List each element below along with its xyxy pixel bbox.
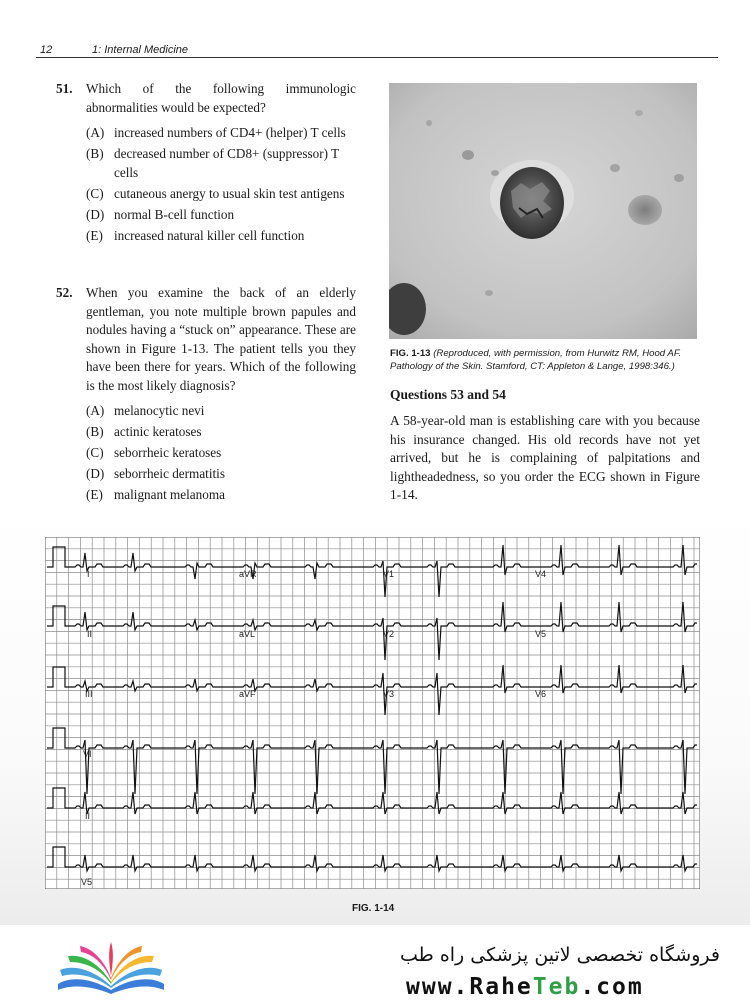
answer-option <box>86 145 356 182</box>
book-logo <box>52 940 170 1000</box>
ecg-lead-label: V5 <box>81 877 93 887</box>
option-letter: (A) <box>86 403 105 418</box>
answer-option <box>86 444 356 463</box>
ecg-lead-label: V4 <box>535 569 547 579</box>
option-text: melanocytic nevi <box>114 403 205 418</box>
option-letter: (C) <box>86 185 104 201</box>
ecg-lead-label: III <box>85 689 93 699</box>
page-number: 12 <box>40 44 53 56</box>
option-text: increased numbers of CD4+ (helper) T cells <box>114 125 346 140</box>
ecg-lead-label: VI <box>83 749 92 759</box>
option-text: malignant melanoma <box>114 487 225 502</box>
ecg-lead-label: V6 <box>535 689 547 699</box>
option-letter: (E) <box>86 227 103 243</box>
case-vignette: A 58-year-old man is establishing care with you because his insurance changed. His old records have not yet arrived, but he is complaining of palpitations and lightheadedness, so you order the ECG shown in Figure 1-14. <box>390 413 700 503</box>
answer-option <box>86 402 356 421</box>
option-text: cutaneous anergy to usual skin test antigens <box>114 185 345 201</box>
ecg-lead-label: II <box>85 811 91 821</box>
header-rule <box>36 57 718 58</box>
question-stem: Which of the following immunologic abnormalities would be expected? <box>86 81 356 115</box>
option-text: seborrheic dermatitis <box>114 466 225 481</box>
question-51 <box>56 80 356 248</box>
answer-options <box>86 124 356 245</box>
option-letter: (B) <box>86 424 104 439</box>
figure-13-caption <box>390 347 700 373</box>
answer-option <box>86 465 356 484</box>
option-letter: (C) <box>86 445 104 460</box>
answer-option <box>86 124 356 143</box>
answer-option <box>86 185 356 204</box>
answer-option <box>86 486 356 505</box>
url-brand: Rahe <box>469 974 533 1000</box>
option-text: increased natural killer cell function <box>114 227 305 243</box>
ecg-lead-label: V2 <box>383 629 395 639</box>
option-letter: (A) <box>86 125 105 140</box>
option-letter: (B) <box>86 146 104 161</box>
option-text: decreased number of CD8+ (suppressor) T cells <box>114 146 339 180</box>
question-52 <box>56 284 356 507</box>
answer-options <box>86 402 356 505</box>
url-prefix: www. <box>406 974 470 1000</box>
ecg-lead-label: II <box>87 629 93 639</box>
ecg-lead-label: V1 <box>383 569 395 579</box>
question-number: 51. <box>56 81 73 96</box>
question-number: 52. <box>56 285 73 300</box>
running-head: 1: Internal Medicine <box>92 44 188 56</box>
option-text: actinic keratoses <box>114 424 202 439</box>
ecg-lead-label: aVF <box>239 689 256 699</box>
questions-heading: Questions 53 and 54 <box>390 387 506 402</box>
option-letter: (D) <box>86 206 105 222</box>
option-letter: (E) <box>86 487 103 502</box>
url-brand-accent: Teb <box>532 974 581 1000</box>
figure-14-caption: FIG. 1-14 <box>352 903 395 914</box>
answer-option <box>86 423 356 442</box>
answer-option <box>86 206 356 225</box>
ecg-lead-label: aVR <box>239 569 257 579</box>
answer-option <box>86 227 356 246</box>
store-name: فروشگاه تخصصی لاتین پزشکی راه طب <box>400 944 720 966</box>
ecg-lead-label: V5 <box>535 629 547 639</box>
url-suffix: .com <box>580 974 644 1000</box>
option-letter: (D) <box>86 466 105 481</box>
option-text: seborrheic keratoses <box>114 445 222 460</box>
store-url[interactable] <box>406 974 644 1000</box>
ecg-lead-label: I <box>87 569 90 579</box>
figure-label: FIG. 1-13 <box>390 348 431 359</box>
figure-source: (Reproduced, with permission, from Hurwitz RM, Hood AF. Pathology of the Skin. Stamford, CT: Appleton & Lange, 1998:346.) <box>390 348 682 372</box>
option-text: normal B-cell function <box>114 206 235 222</box>
skin-lesion-photo <box>389 83 697 339</box>
ecg-tracing <box>45 537 700 889</box>
question-stem: When you examine the back of an elderly gentleman, you note multiple brown papules and nodules having a “stuck on” appearance. These are shown in Figure 1-13. The patient tells you they have been there for years. Which of the following is the most likely diagnosis? <box>86 285 356 393</box>
ecg-lead-label: aVL <box>239 629 256 639</box>
ecg-lead-label: V3 <box>383 689 395 699</box>
